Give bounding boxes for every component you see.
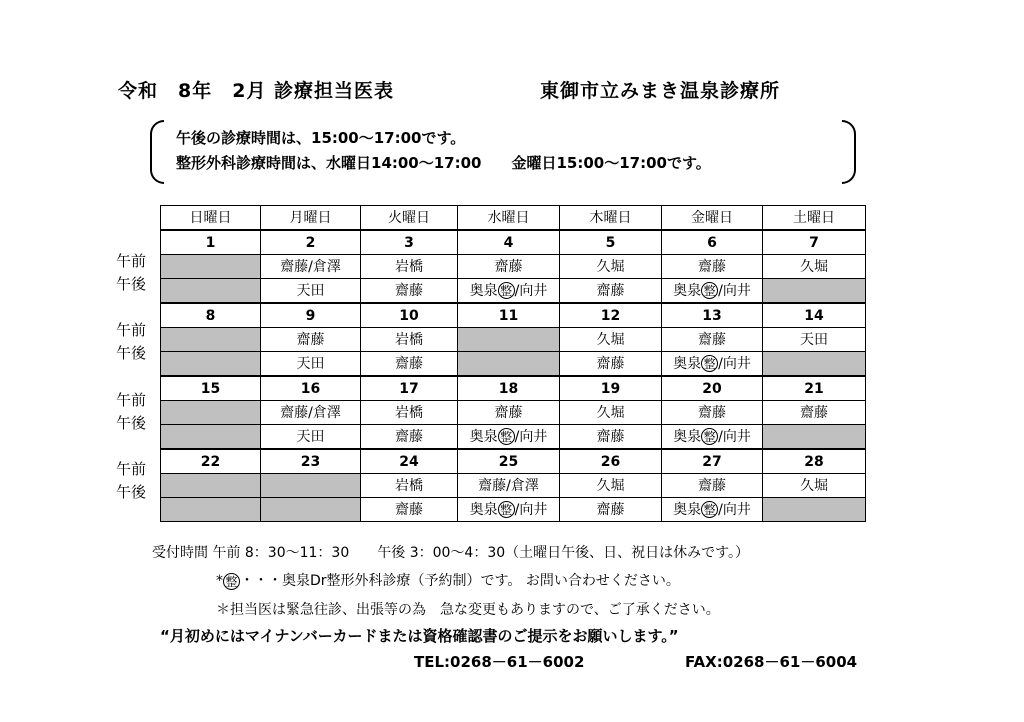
bracket-right — [842, 120, 856, 184]
date-cell: 3 — [361, 230, 458, 255]
date-cell: 21 — [763, 376, 866, 401]
weekday-header: 木曜日 — [560, 206, 662, 231]
date-cell: 1 — [161, 230, 261, 255]
doctor-name: 奥泉 — [673, 355, 702, 372]
pm-doctor-cell — [161, 498, 261, 522]
pm-doctor-cell — [662, 352, 763, 377]
doctor-name: 奥泉 — [469, 282, 498, 299]
fax-number: FAX:0268－61－6004 — [685, 653, 858, 671]
pm-doctor-cell — [161, 425, 261, 450]
clinic-name: 東御市立みまき温泉診療所 — [540, 80, 781, 102]
am-doctor-cell — [161, 474, 261, 498]
pm-label: 午後 — [116, 414, 147, 432]
weekday-header: 月曜日 — [261, 206, 361, 231]
pm-row — [161, 352, 866, 377]
am-doctor-cell: 久堀 — [560, 328, 662, 352]
date-row — [161, 376, 866, 401]
date-cell: 27 — [662, 449, 763, 474]
pm-doctor-cell — [763, 279, 866, 304]
am-doctor-cell: 岩橋 — [361, 401, 458, 425]
am-doctor-cell: 岩橋 — [361, 255, 458, 279]
pm-doctor-cell: 齋藤 — [361, 425, 458, 450]
date-cell: 2 — [261, 230, 361, 255]
doctor-name: 奥泉 — [469, 501, 498, 518]
am-doctor-cell: 齋藤 — [662, 401, 763, 425]
date-row — [161, 230, 866, 255]
ortho-mark-icon: 整 — [498, 428, 515, 445]
pm-doctor-cell: 天田 — [261, 352, 361, 377]
pm-row — [161, 425, 866, 450]
date-cell: 16 — [261, 376, 361, 401]
date-cell: 12 — [560, 303, 662, 328]
date-cell: 6 — [662, 230, 763, 255]
am-doctor-cell: 久堀 — [560, 474, 662, 498]
am-label: 午前 — [116, 391, 147, 409]
weekday-header: 火曜日 — [361, 206, 458, 231]
doctor-name: /向井 — [718, 428, 751, 445]
pm-label: 午後 — [116, 344, 147, 362]
am-row — [161, 401, 866, 425]
doctor-name: /向井 — [514, 428, 548, 445]
pm-doctor-cell — [161, 352, 261, 377]
am-row — [161, 328, 866, 352]
tel-number: TEL:0268－61－6002 — [414, 653, 585, 671]
am-doctor-cell: 久堀 — [763, 255, 866, 279]
pm-doctor-cell: 齋藤 — [361, 352, 458, 377]
change-notice: ＊担当医は緊急往診、出張等の為 急な変更もありますので、ご了承ください。 — [216, 602, 720, 618]
date-cell: 15 — [161, 376, 261, 401]
am-doctor-cell: 齋藤/倉澤 — [261, 401, 361, 425]
date-cell: 17 — [361, 376, 458, 401]
date-cell: 14 — [763, 303, 866, 328]
date-cell: 24 — [361, 449, 458, 474]
doctor-name: /向井 — [514, 501, 548, 518]
doctor-name: /向井 — [718, 355, 751, 372]
pm-doctor-cell — [458, 352, 560, 377]
date-cell: 26 — [560, 449, 662, 474]
am-label: 午前 — [116, 460, 147, 478]
card-notice: “月初めにはマイナンバーカードまたは資格確認書のご提示をお願いします。” — [160, 627, 679, 645]
am-doctor-cell: 齋藤 — [662, 255, 763, 279]
pm-doctor-cell — [261, 498, 361, 522]
orthopedic-hours-note: 整形外科診療時間は、水曜日14:00～17:00 金曜日15:00～17:00です。 — [176, 154, 711, 172]
pm-doctor-cell — [458, 425, 560, 450]
pm-doctor-cell — [161, 279, 261, 304]
date-row — [161, 449, 866, 474]
bracket-left — [150, 120, 164, 184]
date-cell: 18 — [458, 376, 560, 401]
ortho-legend — [216, 570, 680, 590]
ortho-mark-icon: 整 — [701, 282, 718, 299]
date-cell: 20 — [662, 376, 763, 401]
afternoon-hours-note: 午後の診療時間は、15:00～17:00です。 — [176, 129, 466, 147]
date-cell: 9 — [261, 303, 361, 328]
pm-row — [161, 498, 866, 522]
am-doctor-cell — [458, 328, 560, 352]
doctor-name: 奥泉 — [673, 428, 702, 445]
doctor-name: 奥泉 — [673, 501, 702, 518]
date-cell: 28 — [763, 449, 866, 474]
pm-doctor-cell: 齋藤 — [560, 279, 662, 304]
am-doctor-cell: 久堀 — [560, 255, 662, 279]
weekday-header: 水曜日 — [458, 206, 560, 231]
date-row — [161, 303, 866, 328]
ortho-legend-text: ・・・奥泉Dr整形外科診療（予約制）です。 お問い合わせください。 — [240, 573, 680, 589]
ortho-mark-icon: 整 — [701, 428, 718, 445]
pm-label: 午後 — [116, 483, 147, 501]
ortho-mark-icon: 整 — [223, 573, 240, 590]
am-doctor-cell: 齋藤/倉澤 — [261, 255, 361, 279]
am-doctor-cell — [161, 328, 261, 352]
am-doctor-cell — [161, 401, 261, 425]
am-doctor-cell: 岩橋 — [361, 474, 458, 498]
pm-doctor-cell — [662, 279, 763, 304]
pm-doctor-cell — [763, 352, 866, 377]
ortho-mark-icon: 整 — [498, 501, 515, 518]
pm-doctor-cell: 天田 — [261, 279, 361, 304]
date-cell: 11 — [458, 303, 560, 328]
doctor-name: /向井 — [718, 282, 751, 299]
date-cell: 8 — [161, 303, 261, 328]
pm-doctor-cell — [458, 498, 560, 522]
pm-doctor-cell — [763, 498, 866, 522]
pm-doctor-cell: 齋藤 — [560, 425, 662, 450]
reception-hours: 受付時間 午前 8：30～11：30 午後 3：00～4：30（土曜日午後、日、祝日は休みです。） — [152, 545, 750, 561]
am-doctor-cell — [261, 474, 361, 498]
doctor-name: /向井 — [718, 501, 751, 518]
date-cell: 23 — [261, 449, 361, 474]
am-doctor-cell: 久堀 — [560, 401, 662, 425]
weekday-header: 金曜日 — [662, 206, 763, 231]
pm-doctor-cell — [763, 425, 866, 450]
ortho-mark-icon: 整 — [701, 355, 718, 372]
am-row — [161, 255, 866, 279]
pm-doctor-cell: 齋藤 — [361, 279, 458, 304]
doctor-name: 奥泉 — [469, 428, 498, 445]
pm-label: 午後 — [116, 275, 147, 293]
weekday-header: 土曜日 — [763, 206, 866, 231]
am-doctor-cell: 齋藤 — [458, 255, 560, 279]
am-doctor-cell: 久堀 — [763, 474, 866, 498]
pm-doctor-cell — [458, 279, 560, 304]
am-doctor-cell: 岩橋 — [361, 328, 458, 352]
am-label: 午前 — [116, 321, 147, 339]
pm-doctor-cell: 天田 — [261, 425, 361, 450]
am-row — [161, 474, 866, 498]
am-doctor-cell: 齋藤 — [261, 328, 361, 352]
pm-doctor-cell: 齋藤 — [361, 498, 458, 522]
date-cell: 10 — [361, 303, 458, 328]
am-doctor-cell: 齋藤 — [662, 474, 763, 498]
date-cell: 13 — [662, 303, 763, 328]
pm-doctor-cell — [662, 425, 763, 450]
date-cell: 25 — [458, 449, 560, 474]
doctor-name: 奥泉 — [673, 282, 702, 299]
am-doctor-cell — [161, 255, 261, 279]
ortho-asterisk: * — [216, 573, 223, 589]
pm-doctor-cell: 齋藤 — [560, 498, 662, 522]
weekday-header-row — [161, 206, 866, 231]
date-cell: 19 — [560, 376, 662, 401]
date-cell: 22 — [161, 449, 261, 474]
schedule-table — [160, 205, 866, 522]
doctor-name: /向井 — [514, 282, 548, 299]
ortho-mark-icon: 整 — [701, 501, 718, 518]
am-doctor-cell: 齋藤 — [662, 328, 763, 352]
date-cell: 5 — [560, 230, 662, 255]
date-cell: 4 — [458, 230, 560, 255]
am-doctor-cell: 天田 — [763, 328, 866, 352]
ortho-mark-icon: 整 — [498, 282, 515, 299]
weekday-header: 日曜日 — [161, 206, 261, 231]
pm-doctor-cell — [662, 498, 763, 522]
am-doctor-cell: 齋藤 — [763, 401, 866, 425]
page-title: 令和 8年 2月 診療担当医表 — [118, 80, 395, 102]
am-doctor-cell: 齋藤/倉澤 — [458, 474, 560, 498]
pm-doctor-cell: 齋藤 — [560, 352, 662, 377]
pm-row — [161, 279, 866, 304]
am-doctor-cell: 齋藤 — [458, 401, 560, 425]
date-cell: 7 — [763, 230, 866, 255]
am-label: 午前 — [116, 252, 147, 270]
